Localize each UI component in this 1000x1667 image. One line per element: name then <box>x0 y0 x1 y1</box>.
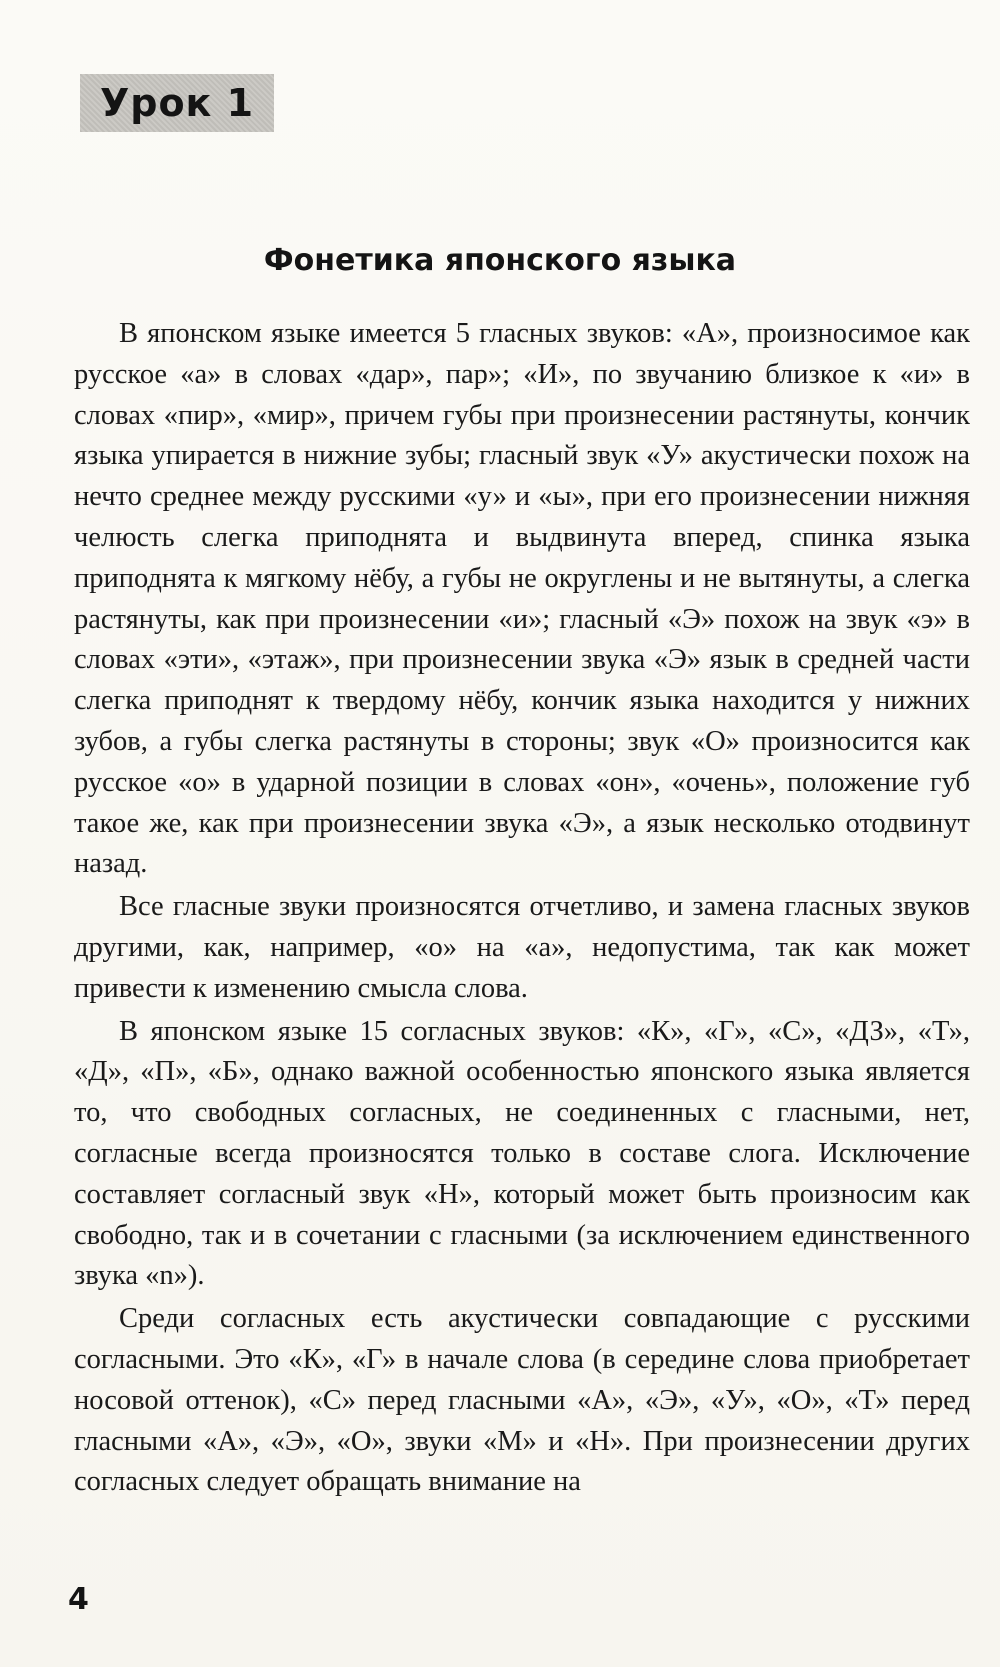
section-heading: Фонетика японского языка <box>263 243 737 278</box>
paragraph-vowel-clarity: Все гласные звуки произносятся отчетливо, и замена гласных звуков другими, как, например, «о» на «а», недопустима, так как может привести к изменению смысла слова. <box>74 891 970 1004</box>
body-text <box>74 314 970 1503</box>
paragraph-consonant-acoustics: Среди согласных есть акустически совпадающие с русскими согласными. Это «К», «Г» в начале слова (в середине слова приобретает носовой оттенок), «С» перед гласными «А», «Э», «У», «О», «Т» перед гласными «А», «Э», «О», звуки «М» и «Н». При произнесении других согласных следует обращать внимание на <box>74 1303 970 1498</box>
paragraph-vowels: В японском языке имеется 5 гласных звуков: «А», произносимое как русское «а» в словах «дар», пар»; «И», по звучанию близкое к «и» в словах «пир», «мир», причем губы при произнесении растянуты, кончик языка упирается в нижние зубы; гласный звук «У» акустически похож на нечто среднее между русскими «у» и «ы», при его произнесении нижняя челюсть слегка приподнята и выдвинута вперед, спинка языка приподнята к мягкому нёбу, а губы не округлены и не вытянуты, а слегка растянуты, как при произнесении «и»; гласный «Э» похож на звук «э» в словах «эти», «этаж», при произнесении звука «Э» язык в средней части слегка приподнят к твердому нёбу, кончик языка находится у нижних зубов, а губы слегка растянуты в стороны; звук «О» произносится как русское «о» в ударной позиции в словах «он», «очень», положение губ такое же, как при произнесении звука «Э», а язык несколько отодвинут назад. <box>74 318 970 880</box>
lesson-label: Урок 1 <box>80 74 274 132</box>
paragraph-consonants: В японском языке 15 согласных звуков: «К», «Г», «С», «ДЗ», «Т», «Д», «П», «Б», однако важной особенностью японского языка является то, что свободных согласных, не соединенных с гласными, нет, согласные всегда произносятся только в составе слога. Исключение составляет согласный звук «Н», который может быть произносим как свободно, так и в сочетании с гласными (за исключением единственного звука «n»). <box>74 1015 970 1292</box>
page-number: 4 <box>68 1582 89 1617</box>
